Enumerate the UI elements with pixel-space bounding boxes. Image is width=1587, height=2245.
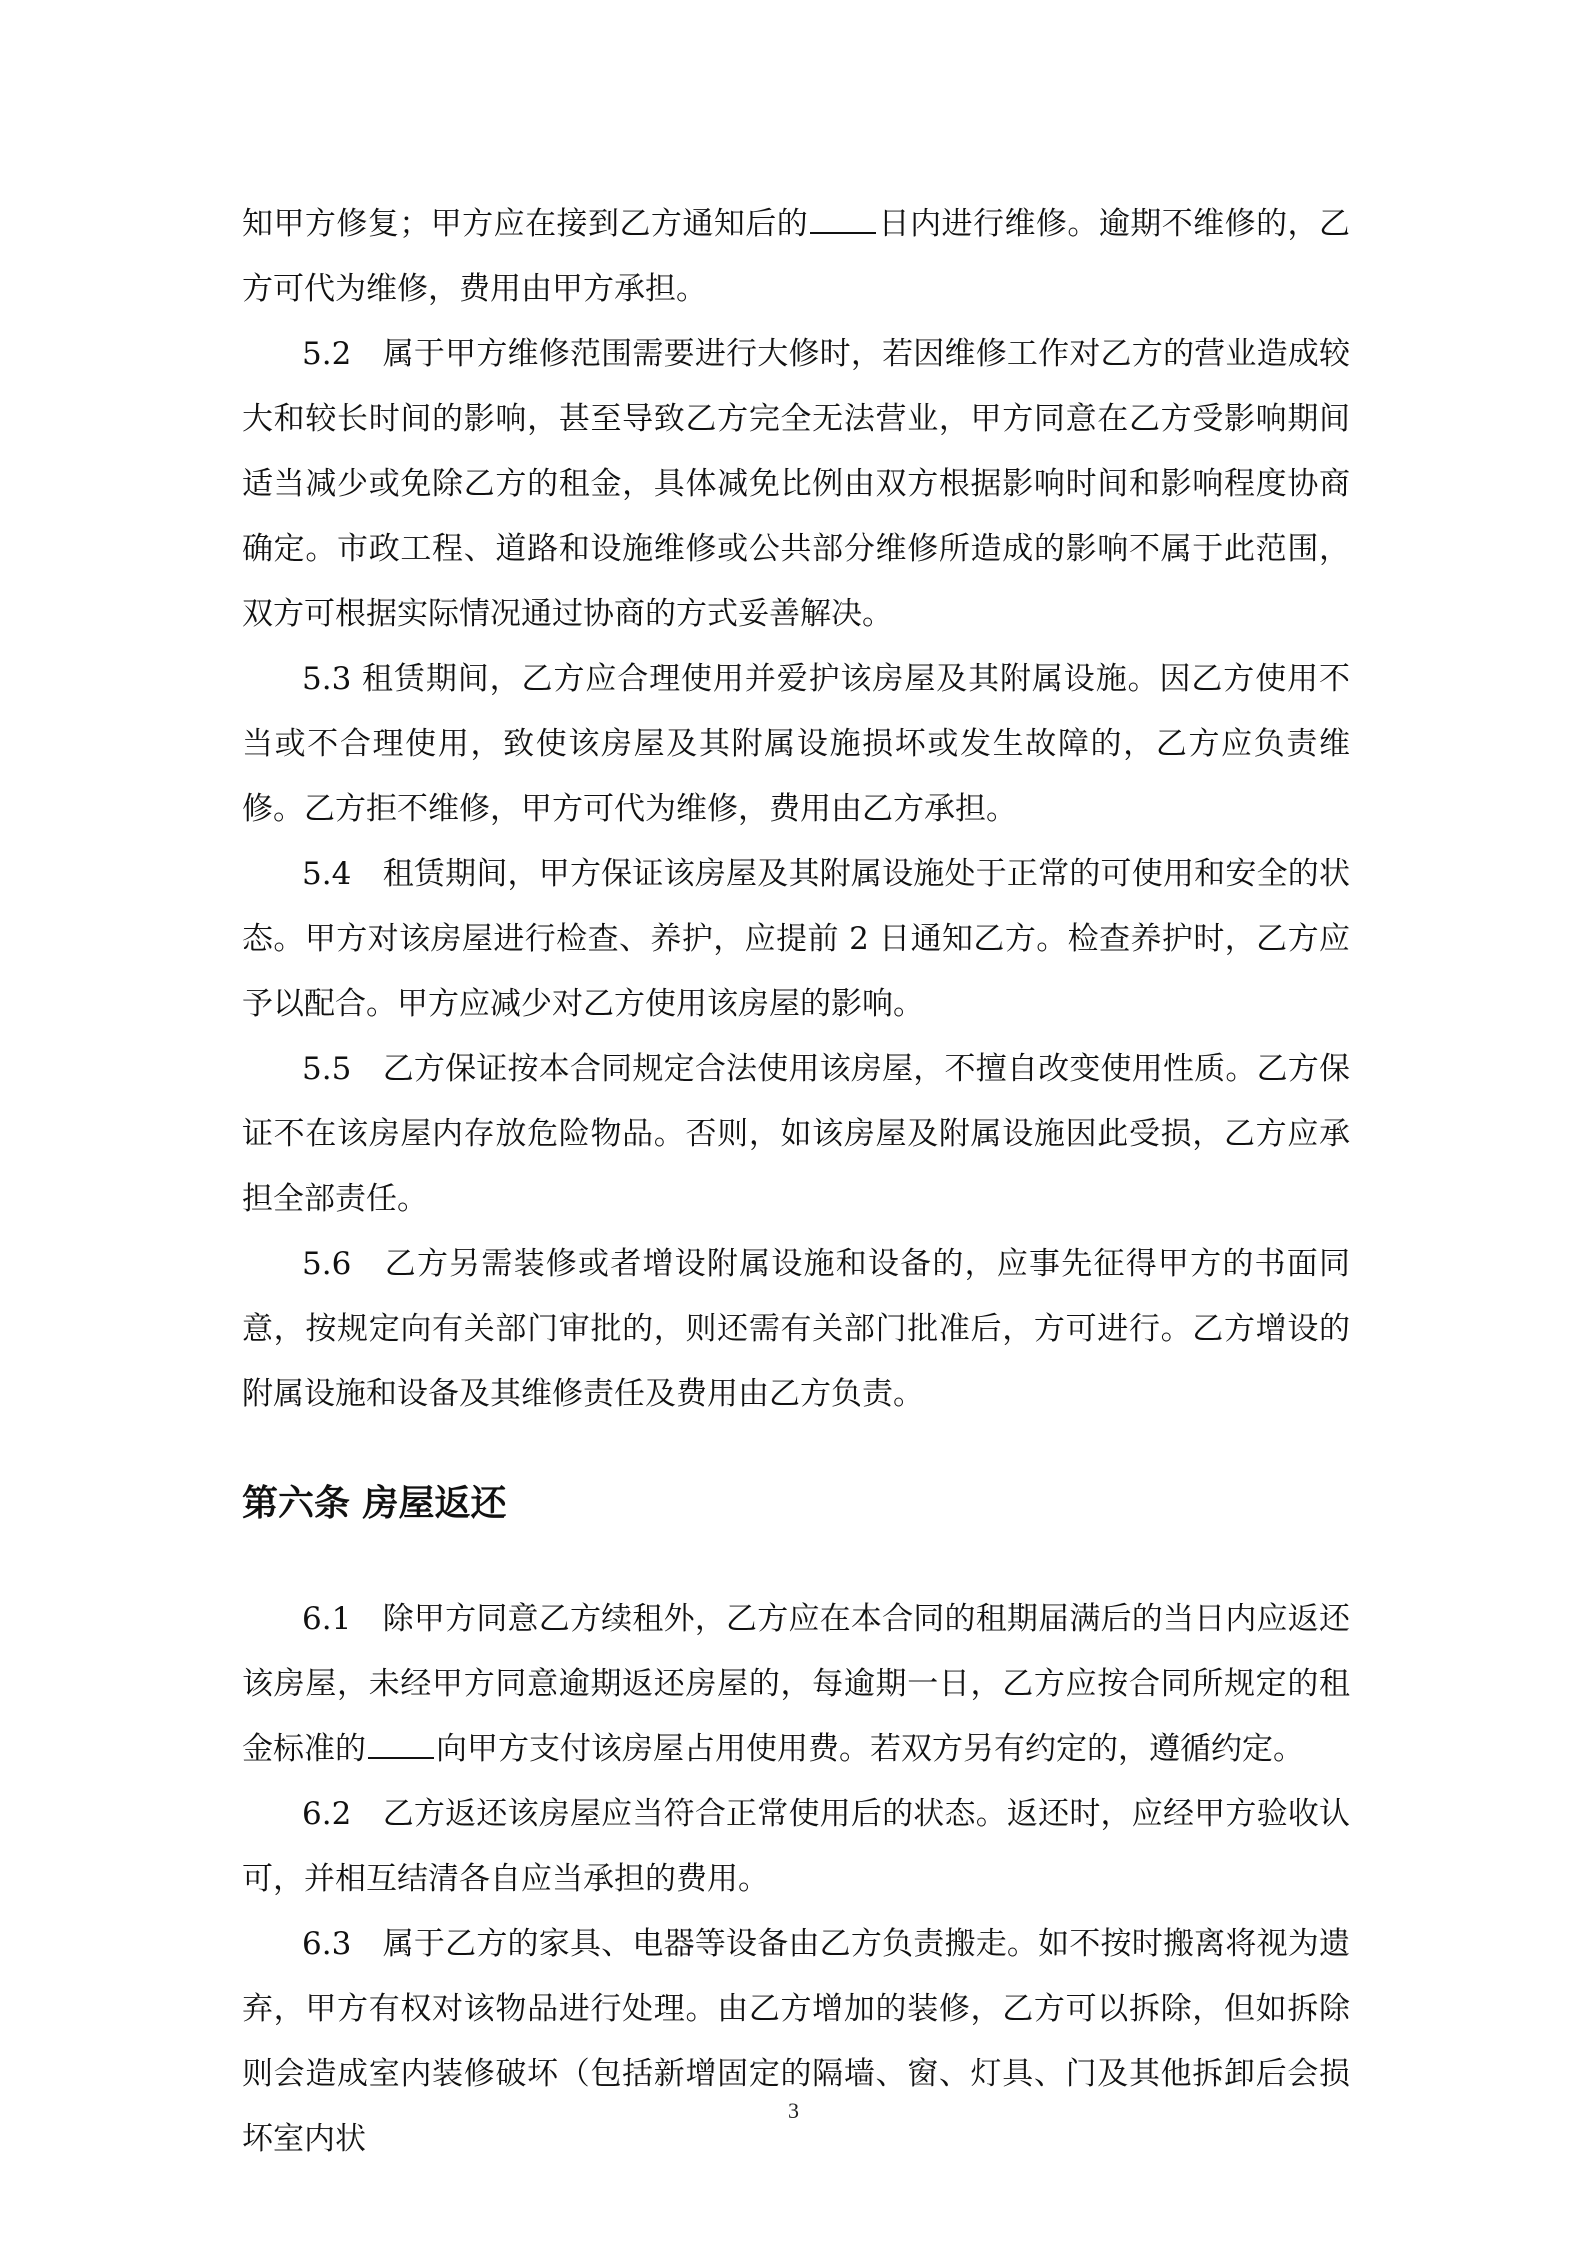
paragraph-5-4: 5.4 租赁期间，甲方保证该房屋及其附属设施处于正常的可使用和安全的状态。甲方对该房屋进行检查、养护，应提前 2 日通知乙方。检查养护时，乙方应予以配合。甲方应减少对乙方使用该房屋的影响。 [242, 856, 1350, 1022]
paragraph-6-1 [242, 1587, 1350, 1782]
paragraph-5-3: 5.3 租赁期间，乙方应合理使用并爱护该房屋及其附属设施。因乙方使用不当或不合理使用，致使该房屋及其附属设施损坏或发生故障的，乙方应负责维修。乙方拒不维修，甲方可代为维修，费用由乙方承担。 [242, 661, 1350, 827]
paragraph-6-3: 6.3 属于乙方的家具、电器等设备由乙方负责搬走。如不按时搬离将视为遗弃，甲方有权对该物品进行处理。由乙方增加的装修，乙方可以拆除，但如拆除则会造成室内装修破坏（包括新增固定的隔墙、窗、灯具、门及其他拆卸后会损坏室内状 [242, 1926, 1350, 2157]
text-segment: 知甲方修复；甲方应在接到乙方通知后的 [242, 206, 809, 242]
text-segment: 日内进行维修。逾期不维修的，乙方可代为维修，费用由甲方承担。 [242, 206, 1351, 307]
fill-in-blank [368, 1756, 434, 1759]
paragraph-5-6: 5.6 乙方另需装修或者增设附属设施和设备的，应事先征得甲方的书面同意，按规定向有关部门审批的，则还需有关部门批准后，方可进行。乙方增设的附属设施和设备及其维修责任及费用由乙方负责。 [242, 1246, 1350, 1412]
document-body [242, 192, 1350, 2172]
fill-in-blank [810, 231, 876, 234]
paragraph-5-1-continued [242, 192, 1350, 322]
text-segment: 向甲方支付该房屋占用使用费。若双方另有约定的，遵循约定。 [436, 1731, 1304, 1767]
paragraph-5-5: 5.5 乙方保证按本合同规定合法使用该房屋，不擅自改变使用性质。乙方保证不在该房屋内存放危险物品。否则，如该房屋及附属设施因此受损，乙方应承担全部责任。 [242, 1051, 1350, 1217]
paragraph-6-2: 6.2 乙方返还该房屋应当符合正常使用后的状态。返还时，应经甲方验收认可，并相互结清各自应当承担的费用。 [242, 1796, 1350, 1897]
paragraph-5-2: 5.2 属于甲方维修范围需要进行大修时，若因维修工作对乙方的营业造成较大和较长时间的影响，甚至导致乙方完全无法营业，甲方同意在乙方受影响期间适当减少或免除乙方的租金，具体减免比例由双方根据影响时间和影响程度协商确定。市政工程、道路和设施维修或公共部分维修所造成的影响不属于此范围，双方可根据实际情况通过协商的方式妥善解决。 [242, 336, 1350, 632]
section-heading-6: 第六条 房屋返还 [242, 1483, 507, 1524]
page-number: 3 [788, 2098, 799, 2123]
text-segment: 6.1 除甲方同意乙方续租外，乙方应在本合同的租期届满后的当日内应返还该房屋，未经甲方同意逾期返还房屋的，每逾期一日，乙方应按合同所规定的租金标准的 [242, 1601, 1350, 1767]
